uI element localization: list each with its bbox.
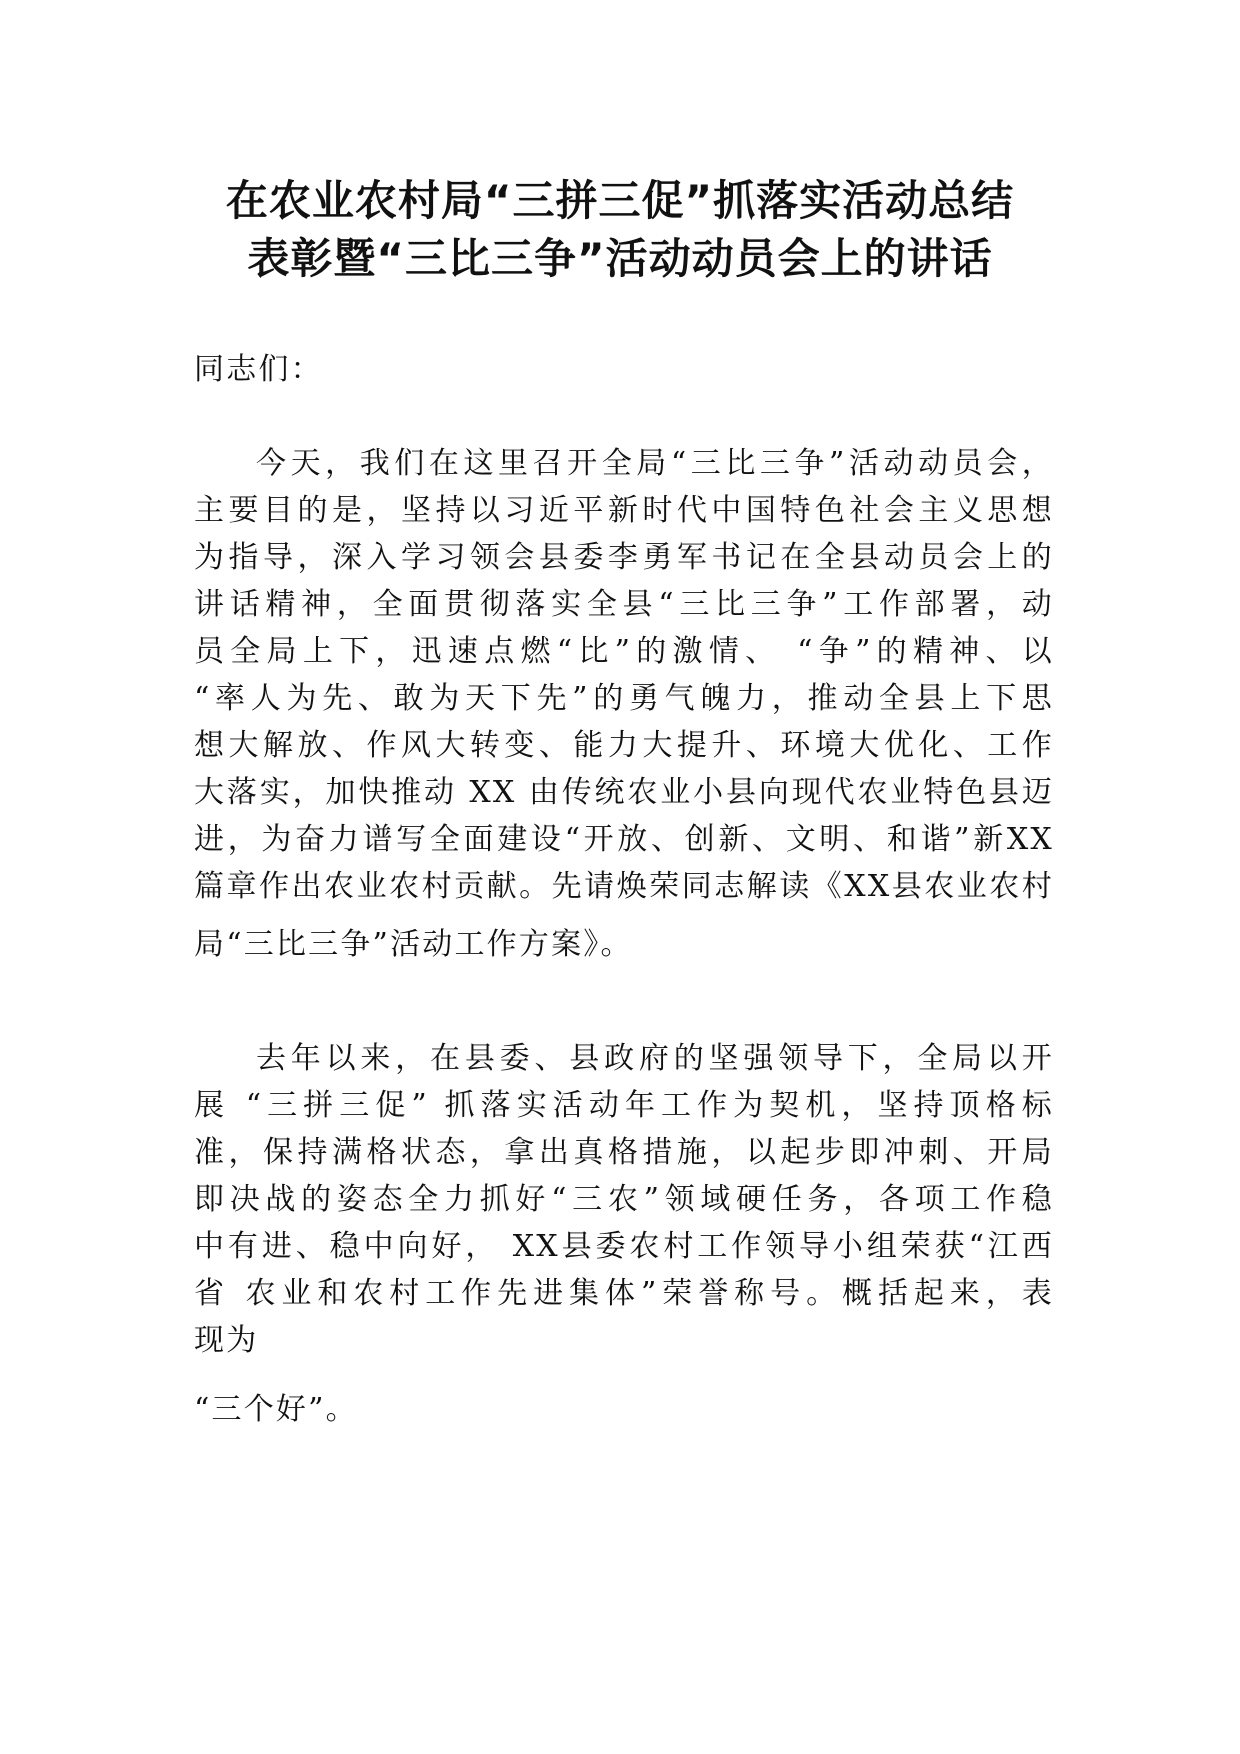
paragraph-2-line: 现为: [194, 1323, 259, 1358]
paragraph-2-line: 去年以来，在县委、县政府的坚强领导下，全局以开: [256, 1041, 1054, 1076]
paragraph-1-line: 主要目的是，坚持以习近平新时代中国特色社会主义思想: [194, 493, 1054, 528]
paragraph-1-line: 大落实，加快推动 XX 由传统农业小县向现代农业特色县迈: [194, 775, 1054, 810]
paragraph-1-line: 进，为奋力谱写全面建设“开放、创新、文明、和谐”新XX: [194, 822, 1054, 857]
paragraph-2-line: 省 农业和农村工作先进集体”荣誉称号。概括起来，表: [194, 1276, 1054, 1311]
paragraph-2-line: 中有进、稳中向好， XX县委农村工作领导小组荣获“江西: [194, 1229, 1054, 1264]
paragraph-1-line: 局“三比三争”活动工作方案》。: [194, 927, 633, 962]
paragraph-2-line: 准，保持满格状态，拿出真格措施，以起步即冲刺、开局: [194, 1135, 1054, 1170]
paragraph-1-line: 员全局上下，迅速点燃“比”的激情、 “争”的精神、以: [194, 634, 1054, 669]
paragraph-1-line: 为指导，深入学习领会县委李勇军书记在全县动员会上的: [194, 540, 1054, 575]
paragraph-1-line: “率人为先、敢为天下先”的勇气魄力，推动全县上下思: [194, 681, 1054, 716]
paragraph-1-line: 篇章作出农业农村贡献。先请焕荣同志解读《XX县农业农村: [194, 869, 1054, 904]
salutation: 同志们：: [194, 352, 323, 387]
document-title-line-1: 在农业农村局“三拼三促”抓落实活动总结: [225, 176, 1015, 225]
paragraph-1-line: 想大解放、作风大转变、能力大提升、环境大优化、工作: [194, 728, 1054, 763]
document-title-line-2: 表彰暨“三比三争”活动动员会上的讲话: [247, 234, 993, 283]
paragraph-1-line: 今天，我们在这里召开全局“三比三争”活动动员会，: [256, 446, 1054, 481]
paragraph-2-line: “三个好”。: [194, 1392, 358, 1427]
paragraph-1-line: 讲话精神，全面贯彻落实全县“三比三争”工作部署，动: [194, 587, 1054, 622]
paragraph-2-line: 即决战的姿态全力抓好“三农”领域硬任务，各项工作稳: [194, 1182, 1054, 1217]
paragraph-2-line: 展 “三拼三促” 抓落实活动年工作为契机，坚持顶格标: [194, 1088, 1054, 1123]
